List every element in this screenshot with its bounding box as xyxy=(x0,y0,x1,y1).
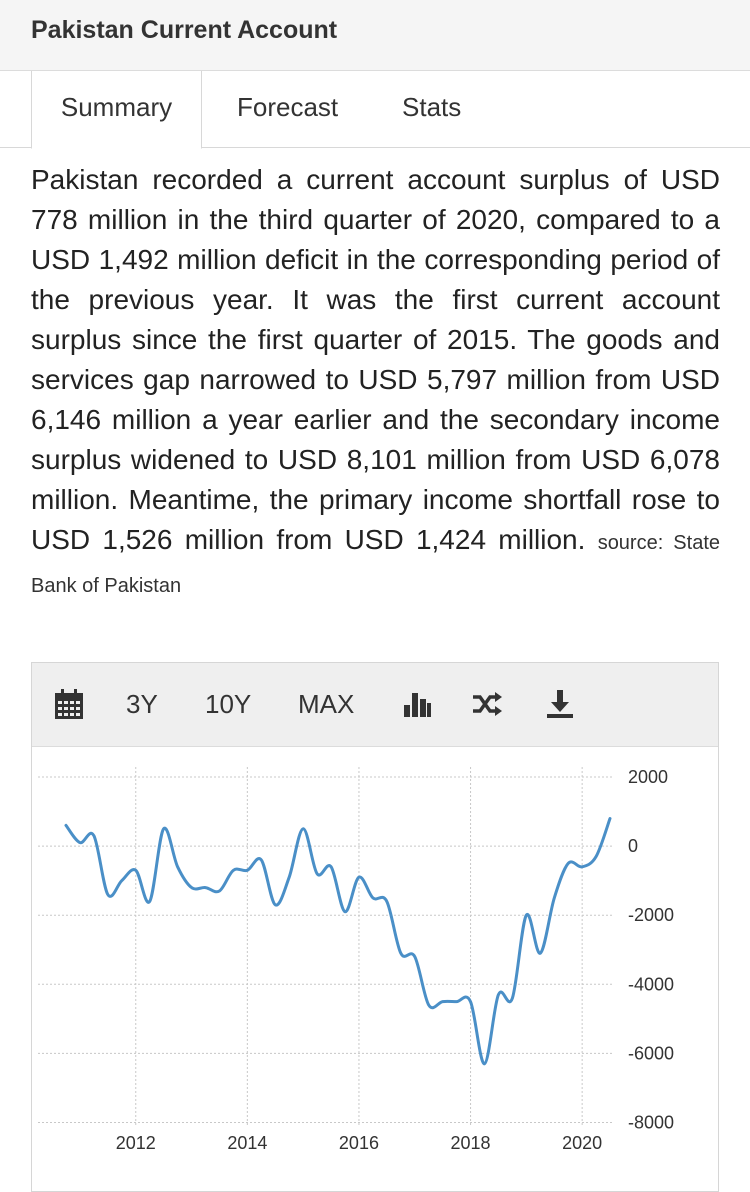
summary-text-block xyxy=(31,160,720,606)
y-tick-label: -8000 xyxy=(628,1112,675,1133)
tab-stats[interactable]: Stats xyxy=(402,92,462,122)
tab-bar xyxy=(0,71,750,148)
shuffle-icon[interactable] xyxy=(470,687,504,721)
y-tick-label: -6000 xyxy=(628,1043,675,1064)
x-axis-labels xyxy=(116,1133,602,1153)
chart-container xyxy=(31,662,719,1192)
series-line xyxy=(66,819,610,1064)
panel-heading xyxy=(0,0,750,71)
source-note: source: State Bank of Pakistan xyxy=(31,532,721,597)
x-tick-label: 2016 xyxy=(338,1133,379,1153)
y-tick-label: 2000 xyxy=(628,767,669,787)
range-10y-button[interactable]: 10Y xyxy=(205,689,252,719)
y-tick-label: -2000 xyxy=(628,905,675,926)
x-tick-label: 2020 xyxy=(562,1133,603,1153)
y-tick-label: -4000 xyxy=(628,974,675,995)
tab-summary[interactable]: Summary xyxy=(31,71,202,149)
x-tick-label: 2018 xyxy=(450,1133,491,1153)
y-tick-label: 0 xyxy=(628,836,639,857)
range-3y-button[interactable]: 3Y xyxy=(126,689,158,719)
x-tick-label: 2012 xyxy=(115,1133,156,1153)
download-icon[interactable] xyxy=(543,687,577,721)
summary-text: Pakistan recorded a current account surplus of USD 778 million in the third quarter of 2020, compared to a USD 1,492 million deficit in the corresponding period of the previous year. It was the first current account surplus since the first quarter of 2015. The goods and services gap narrowed to USD 5,797 million from USD 6,146 million a year earlier and the secondary income surplus widened to USD 8,101 million from USD 6,078 million. Meantime, the primary income shortfall rose to USD 1,526 million from USD 1,424 million. xyxy=(31,164,720,555)
chart-toolbar xyxy=(32,663,718,747)
bar-chart-icon[interactable] xyxy=(400,687,434,721)
y-axis-labels xyxy=(628,767,674,1133)
current-account-chart xyxy=(32,747,718,1187)
tab-forecast[interactable]: Forecast xyxy=(237,92,339,122)
chart-grid xyxy=(38,767,612,1125)
page-title: Pakistan Current Account xyxy=(31,16,338,44)
range-max-button[interactable]: MAX xyxy=(298,689,355,719)
x-tick-label: 2014 xyxy=(227,1133,268,1153)
calendar-icon[interactable] xyxy=(52,687,86,721)
